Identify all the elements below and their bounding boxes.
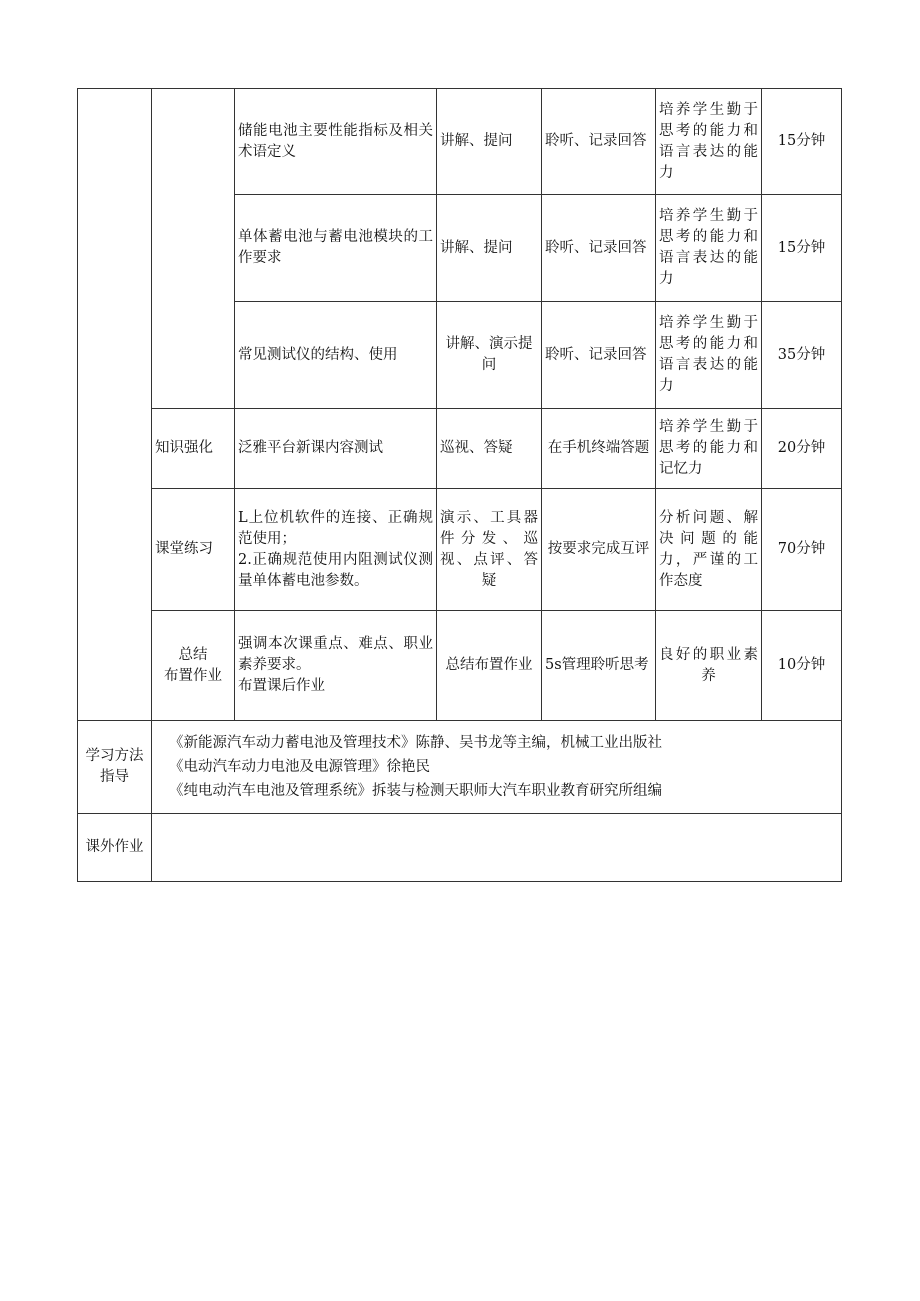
content-cell: 常见测试仪的结构、使用: [235, 302, 437, 409]
time-cell: 70分钟: [762, 489, 842, 611]
student-activity-cell: 聆听、记录回答: [542, 89, 656, 195]
content-cell: 单体蓄电池与蓄电池模块的工 作要求: [235, 195, 437, 302]
study-guide-refs: [152, 721, 842, 814]
goal-cell: 培养学生勤于 思考的能力和 记忆力: [656, 409, 762, 489]
table-row: [78, 409, 842, 489]
goal-cell: 培养学生勤于 思考的能力和 语言表达的能 力: [656, 89, 762, 195]
study-guide-row: [78, 721, 842, 814]
student-activity-cell: 在手机终端答题: [542, 409, 656, 489]
time-cell: 15分钟: [762, 195, 842, 302]
teacher-activity-cell: 讲解、提问: [437, 195, 542, 302]
table-row: [78, 89, 842, 195]
content-cell: 泛雅平台新课内容测试: [235, 409, 437, 489]
blank-section-cell: [78, 89, 152, 721]
reference-item: 《电动汽车动力电池及电源管理》徐艳民: [169, 759, 430, 775]
blank-stage-cell: [152, 89, 235, 409]
goal-cell: 培养学生勤于 思考的能力和 语言表达的能 力: [656, 195, 762, 302]
content-cell: L上位机软件的连接、正确规 范使用； 2.正确规范使用内阻测试仪测 量单体蓄电池参数。: [235, 489, 437, 611]
teacher-activity-cell: 讲解、演示提 问: [437, 302, 542, 409]
study-guide-label: 学习方法 指导: [78, 721, 152, 814]
content-cell: 储能电池主要性能指标及相关 术语定义: [235, 89, 437, 195]
teacher-activity-cell: 讲解、提问: [437, 89, 542, 195]
teacher-activity-cell: 演示、工具器 件分发、巡 视、点评、答 疑: [437, 489, 542, 611]
time-cell: 35分钟: [762, 302, 842, 409]
content-cell: 强调本次课重点、难点、职业 素养要求。 布置课后作业: [235, 611, 437, 721]
teacher-activity-cell: 巡视、答疑: [437, 409, 542, 489]
student-activity-cell: 5s管理聆听思考: [542, 611, 656, 721]
goal-cell: 培养学生勤于 思考的能力和 语言表达的能 力: [656, 302, 762, 409]
time-cell: 20分钟: [762, 409, 842, 489]
reference-item: 《纯电动汽车电池及管理系统》拆装与检测天职师大汽车职业教育研究所组编: [169, 783, 662, 799]
student-activity-cell: 聆听、记录回答: [542, 195, 656, 302]
homework-value: [152, 814, 842, 882]
stage-cell: 知识强化: [152, 409, 235, 489]
table-row: [78, 489, 842, 611]
table-row: [78, 611, 842, 721]
time-cell: 10分钟: [762, 611, 842, 721]
student-activity-cell: 聆听、记录回答: [542, 302, 656, 409]
goal-cell: 良好的职业素 养: [656, 611, 762, 721]
homework-label: 课外作业: [78, 814, 152, 882]
time-cell: 15分钟: [762, 89, 842, 195]
goal-cell: 分析问题、解 决问题的能 力，严谨的工 作态度: [656, 489, 762, 611]
stage-cell: 总结 布置作业: [152, 611, 235, 721]
lesson-plan-table: [77, 88, 842, 882]
homework-row: [78, 814, 842, 882]
reference-item: 《新能源汽车动力蓄电池及管理技术》陈静、吴书龙等主编，机械工业出版社: [169, 735, 662, 751]
stage-cell: 课堂练习: [152, 489, 235, 611]
student-activity-cell: 按要求完成互评: [542, 489, 656, 611]
teacher-activity-cell: 总结布置作业: [437, 611, 542, 721]
